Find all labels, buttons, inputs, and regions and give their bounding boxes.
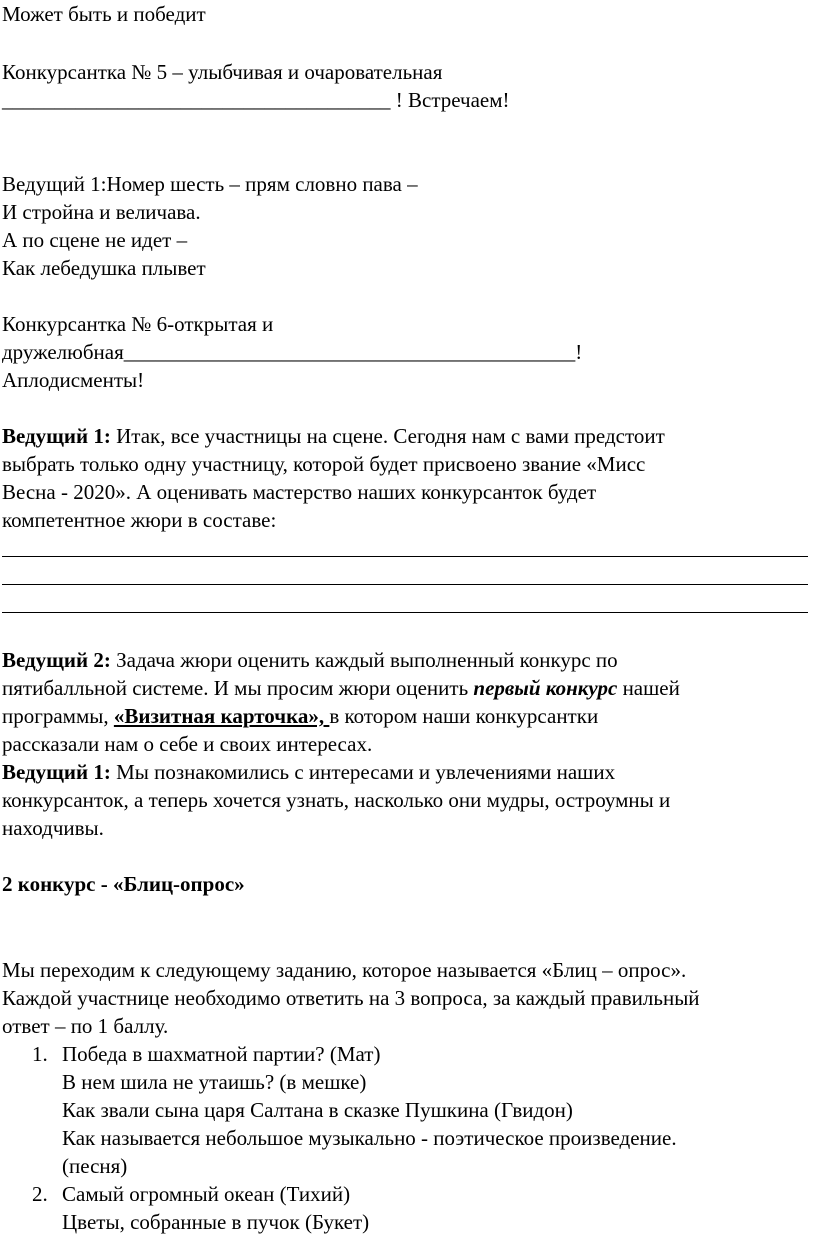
text-line: И стройна и величава. [2, 200, 201, 224]
text-fragment: Мы познакомились с интересами и увлечениями наших [110, 760, 616, 784]
speaker-label: Ведущий 1: [2, 760, 111, 784]
text-fragment: ! [575, 340, 583, 364]
blank-underline: _____________________________________ [2, 88, 391, 112]
list-item: Цветы, собранные в пучок (Букет) [62, 1210, 370, 1234]
emphasis-text: первый конкурс [473, 676, 618, 700]
text-line [2, 674, 680, 702]
section-heading: 2 конкурс - «Блиц-опрос» [2, 872, 245, 896]
blank-rule [2, 612, 808, 613]
text-line: компетентное жюри в составе: [2, 508, 277, 532]
text-fragment: программы, [2, 704, 114, 728]
text-fragment: дружелюбная [2, 340, 124, 364]
text-line [2, 702, 598, 730]
blank-rule [2, 584, 808, 585]
blank-rule [2, 556, 808, 557]
contest-name: «Визитная карточка», [113, 704, 330, 728]
text-line [2, 86, 510, 114]
text-line: выбрать только одну участницу, которой будет присвоено звание «Мисс [2, 452, 646, 476]
blank-underline: ___________________________________________ [123, 340, 576, 364]
text-line: А по сцене не идет – [2, 228, 188, 252]
text-fragment: ! Встречаем! [390, 88, 510, 112]
list-item: Как называется небольшое музыкально - поэтическое произведение. [62, 1126, 677, 1150]
text-line [2, 646, 618, 674]
text-fragment: пятибалльной системе. И мы просим жюри оценить [2, 676, 474, 700]
text-line: Конкурсантка № 5 – улыбчивая и очаровательная [2, 60, 443, 84]
list-number: 1. [32, 1042, 48, 1066]
text-line [2, 338, 582, 366]
list-item: (песня) [62, 1154, 128, 1178]
text-line: Ведущий 1:Номер шесть – прям словно пава – [2, 172, 418, 196]
text-line: Аплодисменты! [2, 368, 145, 392]
text-line: Может быть и победит [2, 2, 206, 26]
text-fragment: Итак, все участницы на сцене. Сегодня нам с вами предстоит [110, 424, 665, 448]
text-line: Каждой участнице необходимо ответить на 3 вопроса, за каждый правильный [2, 986, 700, 1010]
speaker-label: Ведущий 1: [2, 424, 111, 448]
list-number: 2. [32, 1182, 48, 1206]
text-line [2, 758, 615, 786]
text-line [2, 422, 665, 450]
text-fragment: Задача жюри оценить каждый выполненный конкурс по [110, 648, 618, 672]
text-line: конкурсанток, а теперь хочется узнать, насколько они мудры, остроумны и [2, 788, 671, 812]
list-item: В нем шила не утаишь? (в мешке) [62, 1070, 367, 1094]
text-line: Мы переходим к следующему заданию, которое называется «Блиц – опрос». [2, 958, 687, 982]
text-fragment: нашей [617, 676, 680, 700]
text-line: рассказали нам о себе и своих интересах. [2, 732, 373, 756]
text-line: Как лебедушка плывет [2, 256, 206, 280]
text-line: ответ – по 1 баллу. [2, 1014, 169, 1038]
text-line: Весна - 2020». А оценивать мастерство наших конкурсанток будет [2, 480, 597, 504]
list-item: Самый огромный океан (Тихий) [62, 1182, 351, 1206]
text-line: находчивы. [2, 816, 104, 840]
list-item: Как звали сына царя Салтана в сказке Пушкина (Гвидон) [62, 1098, 573, 1122]
text-fragment: в котором наши конкурсантки [329, 704, 599, 728]
list-item: Победа в шахматной партии? (Мат) [62, 1042, 381, 1066]
speaker-label: Ведущий 2: [2, 648, 111, 672]
text-line: Конкурсантка № 6-открытая и [2, 312, 274, 336]
